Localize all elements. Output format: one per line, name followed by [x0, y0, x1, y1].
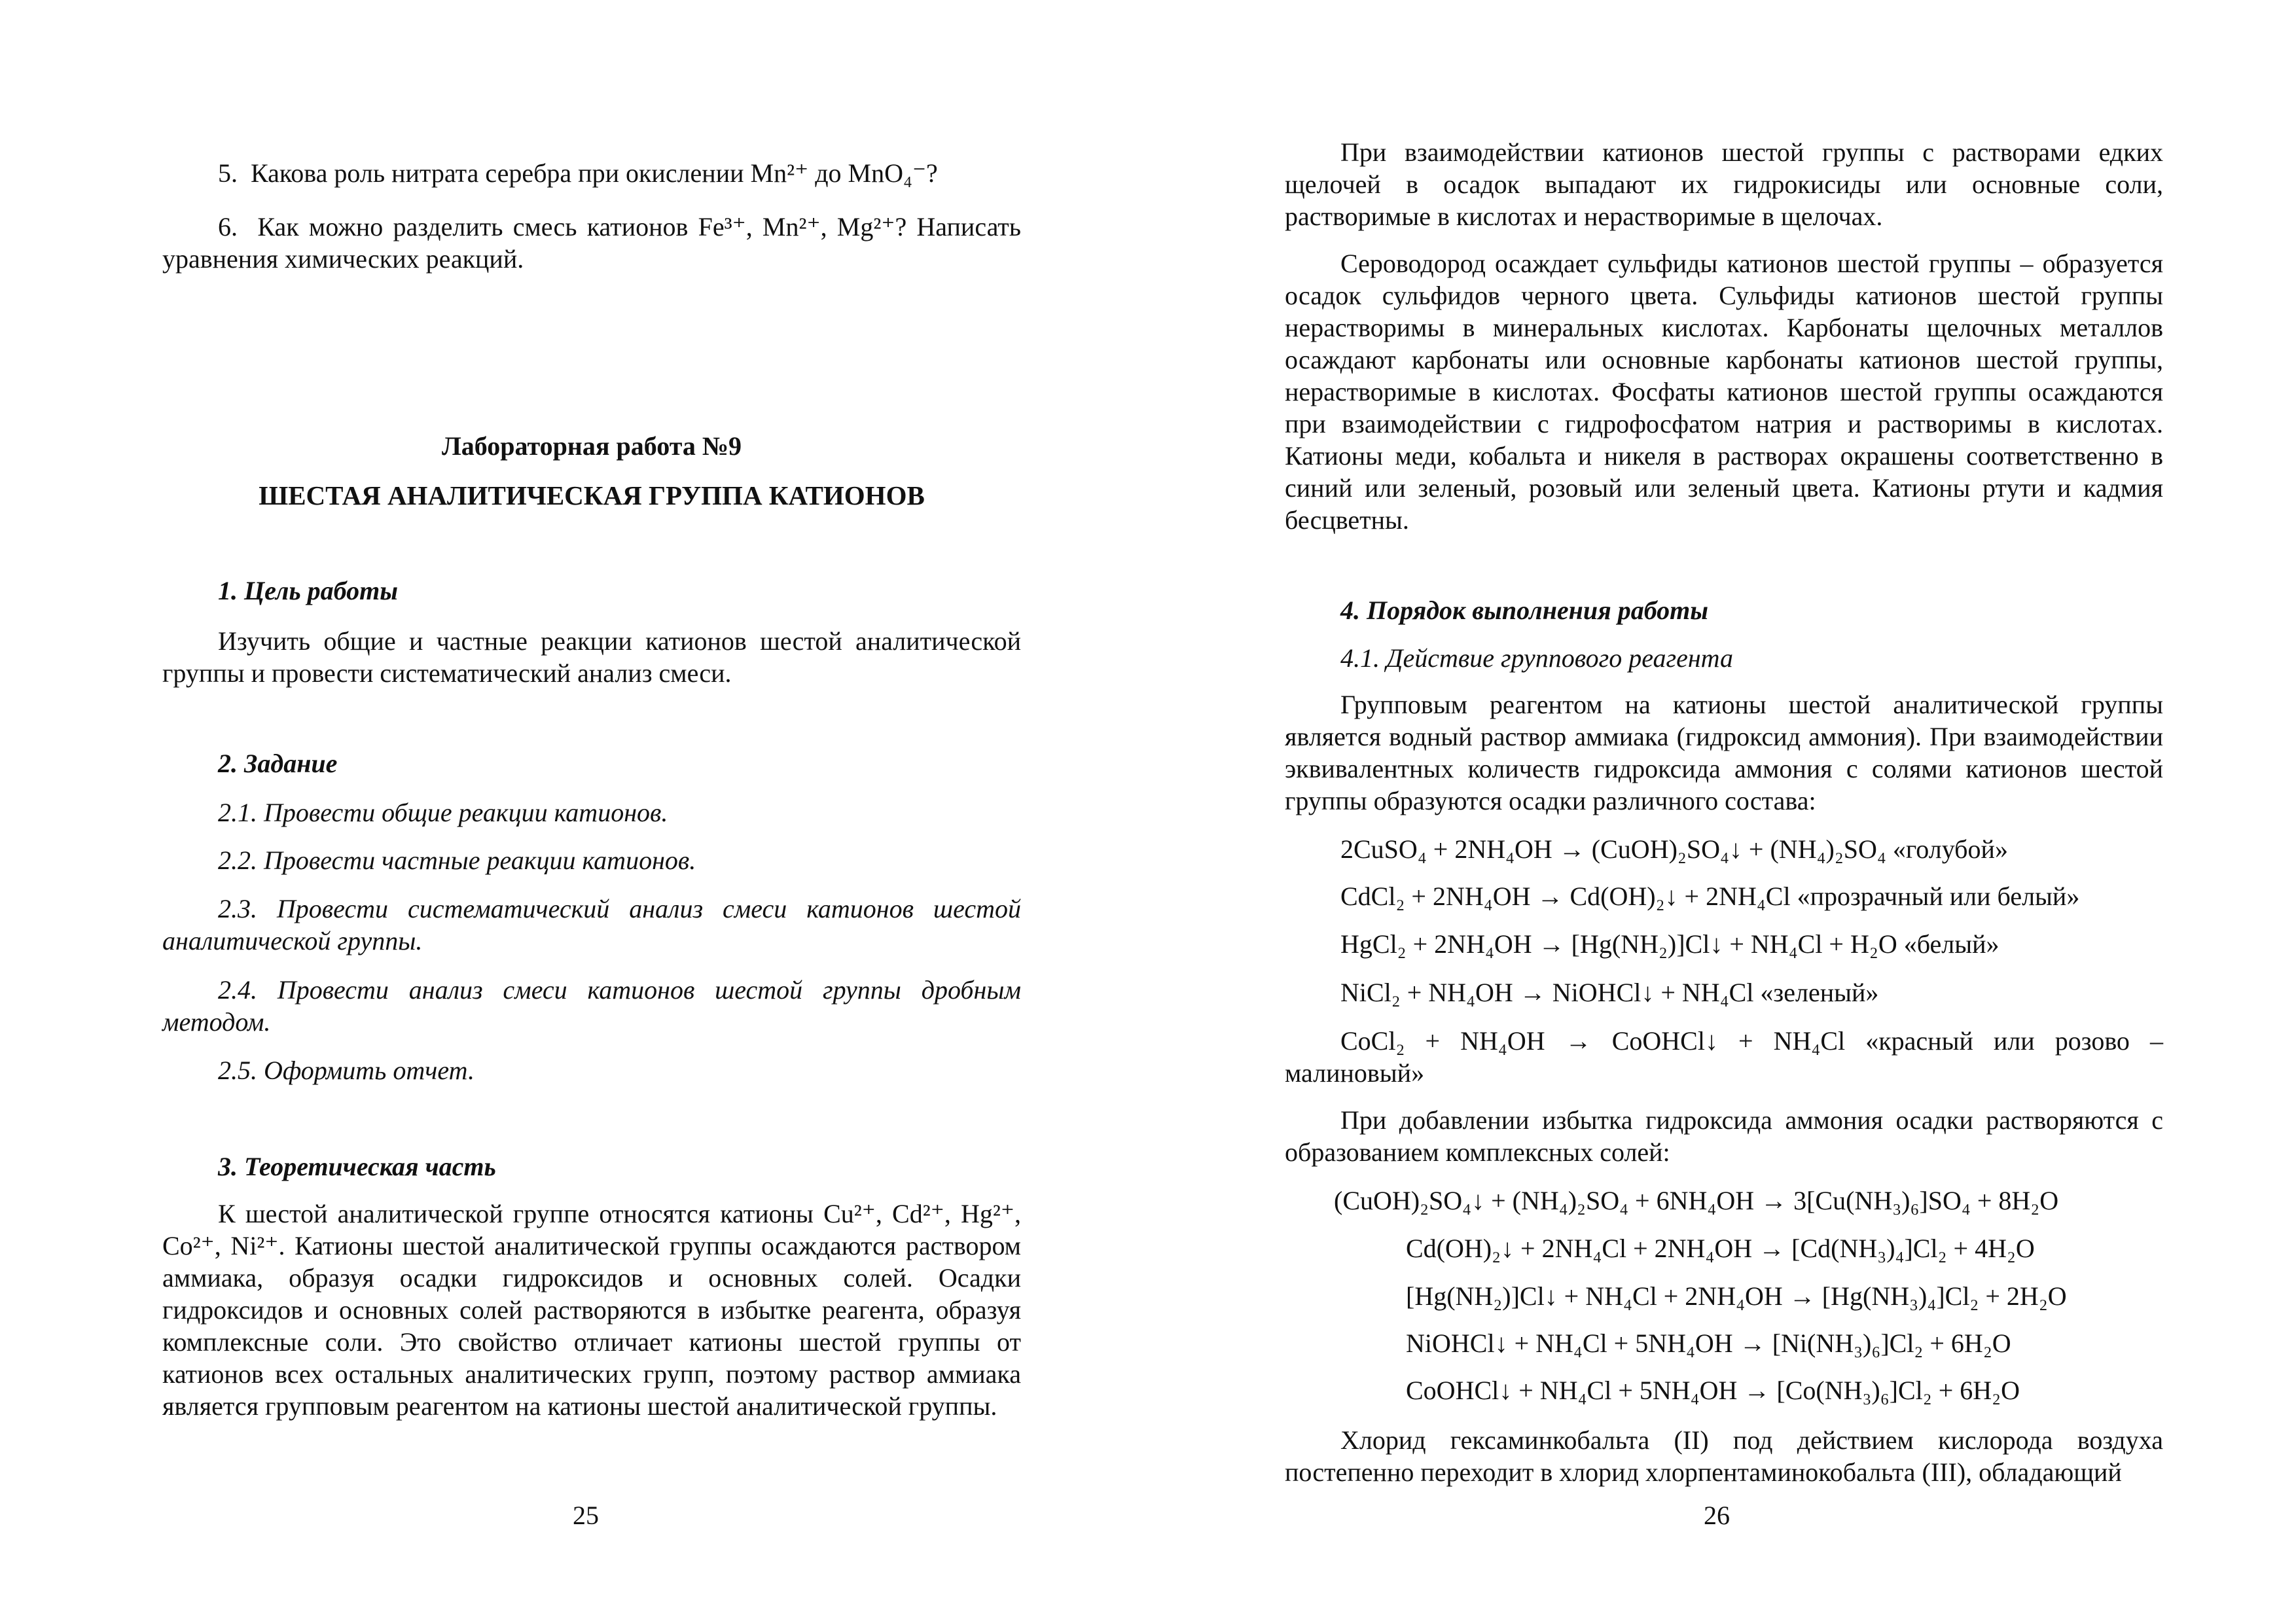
subsection-heading: 4.1. Действие группового реагента — [1340, 643, 1734, 673]
page-number: 26 — [1704, 1501, 1730, 1530]
equation: 2CuSO₄ + 2NH₄OH → (CuOH)₂SO₄↓ + (NH₄)₂SO₄ «голубой» — [1340, 834, 2008, 864]
task-item: 2.5. Оформить отчет. — [218, 1056, 475, 1085]
question-number: 6. — [218, 212, 238, 241]
paragraph: Хлорид гексаминкобальта (II) под действием кислорода воздуха постепенно переходит в хлорид хлорпентаминокобальта (III), обладающий — [1285, 1425, 2163, 1487]
equation: HgCl₂ + 2NH₄OH → [Hg(NH₂)]Cl↓ + NH₄Cl + H₂O «белый» — [1340, 929, 2000, 959]
equation: NiCl₂ + NH₄OH → NiOHCl↓ + NH₄Cl «зеленый» — [1340, 978, 1879, 1007]
question-number: 5. — [218, 158, 238, 188]
section-3-heading: 3. Теоретическая часть — [218, 1152, 496, 1181]
equation: CdCl₂ + 2NH₄OH → Cd(OH)₂↓ + 2NH₄Cl «прозрачный или белый» — [1340, 882, 2080, 911]
lab-subtitle: ШЕСТАЯ АНАЛИТИЧЕСКАЯ ГРУППА КАТИОНОВ — [259, 480, 925, 510]
equation: (CuOH)₂SO₄↓ + (NH₄)₂SO₄ + 6NH₄OH → 3[Cu(NH₃)₆]SO₄ + 8H₂O — [1334, 1186, 2059, 1215]
paragraph: Групповым реагентом на катионы шестой аналитической группы является водный раствор аммиака (гидроксид аммония). При взаимодействии эквивалентных количеств гидроксида аммония с солями катионов шестой группы образуются осадки различного состава: — [1285, 690, 2163, 815]
question-6 — [162, 211, 1021, 275]
equation: NiOHCl↓ + NH₄Cl + 5NH₄OH → [Ni(NH₃)₆]Cl₂ + 6H₂O — [1406, 1329, 2011, 1358]
question-5 — [162, 157, 1021, 189]
equation: CoOHCl↓ + NH₄Cl + 5NH₄OH → [Co(NH₃)₆]Cl₂ + 6H₂O — [1406, 1376, 2020, 1405]
question-text: Какова роль нитрата серебра при окислении Mn²⁺ до MnO₄⁻? — [251, 158, 938, 188]
task-item: 2.4. Провести анализ смеси катионов шестой группы дробным методом. — [162, 975, 1021, 1037]
equation: Cd(OH)₂↓ + 2NH₄Cl + 2NH₄OH → [Cd(NH₃)₄]Cl₂ + 4H₂O — [1406, 1234, 2035, 1263]
task-item: 2.1. Провести общие реакции катионов. — [218, 798, 668, 827]
section-2-heading: 2. Задание — [218, 749, 338, 778]
section-1-text: Изучить общие и частные реакции катионов шестой аналитической группы и провести систематический анализ смеси. — [162, 626, 1021, 688]
equation: [Hg(NH₂)]Cl↓ + NH₄Cl + 2NH₄OH → [Hg(NH₃)₄]Cl₂ + 2H₂O — [1406, 1281, 2067, 1311]
section-1-heading: 1. Цель работы — [218, 576, 398, 605]
paragraph: Сероводород осаждает сульфиды катионов шестой группы – образуется осадок сульфидов черного цвета. Сульфиды катионов шестой группы нерастворимы в минеральных кислотах. Карбонаты щелочных металлов осаждают карбонаты или основные карбонаты катионов шестой группы, нерастворимые в кислотах. Фосфаты катионов шестой группы осаждаются при взаимодействии с гидрофосфатом натрия и растворимы в кислотах. Катионы меди, кобальта и никеля в растворах окрашены соответственно в синий или зеленый, розовый или зеленый цвета. Катионы ртути и кадмия бесцветны. — [1285, 249, 2163, 535]
task-item: 2.3. Провести систематический анализ смеси катионов шестой аналитической группы. — [162, 894, 1021, 955]
lab-title: Лабораторная работа №9 — [441, 431, 742, 461]
paragraph: При взаимодействии катионов шестой группы с растворами едких щелочей в осадок выпадают их гидрокисиды или основные соли, растворимые в кислотах и нерастворимые в щелочах. — [1285, 137, 2163, 231]
task-item: 2.2. Провести частные реакции катионов. — [218, 846, 696, 875]
question-text: Как можно разделить смесь катионов Fe³⁺, Mn²⁺, Mg²⁺? Написать уравнения химических реакций. — [162, 212, 1022, 274]
page-number: 25 — [573, 1501, 599, 1530]
section-4-heading: 4. Порядок выполнения работы — [1340, 596, 1709, 625]
equation: CoCl₂ + NH₄OH → CoOHCl↓ + NH₄Cl «красный или розово – малиновый» — [1285, 1026, 2163, 1088]
right-page — [1148, 0, 2296, 1623]
section-3-text: К шестой аналитической группе относятся катионы Cu²⁺, Cd²⁺, Hg²⁺, Co²⁺, Ni²⁺. Катионы шестой аналитической группы осаждаются раствором аммиака, образуя осадки гидроксидов и основных солей. Осадки гидроксидов и основных солей растворяются в избытке реагента, образуя комплексные соли. Это свойство отличает катионы шестой группы от катионов всех остальных аналитических групп, поэтому раствор аммиака является групповым реагентом на катионы шестой аналитической группы. — [162, 1199, 1021, 1421]
paragraph: При добавлении избытка гидроксида аммония осадки растворяются с образованием комплексных солей: — [1285, 1105, 2163, 1167]
